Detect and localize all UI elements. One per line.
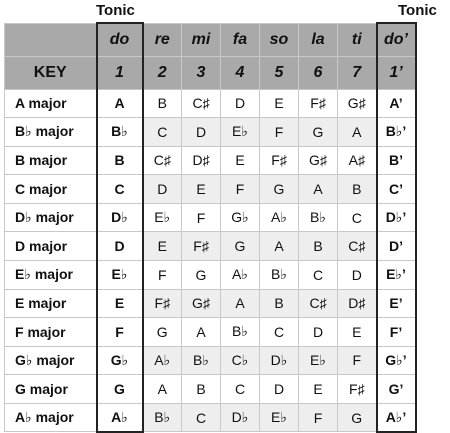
- note-cell: F♯: [299, 89, 338, 118]
- note-cell: F: [338, 346, 377, 375]
- note-cell: B: [182, 375, 221, 404]
- note-cell: E: [182, 175, 221, 204]
- note-cell: F’: [377, 318, 416, 347]
- note-cell: E: [97, 289, 143, 318]
- note-cell: F♯: [260, 146, 299, 175]
- note-cell: C♯: [338, 232, 377, 261]
- note-cell: D: [221, 89, 260, 118]
- key-name-cell: D major: [5, 232, 97, 261]
- note-cell: B♭: [260, 260, 299, 289]
- note-cell: A♯: [338, 146, 377, 175]
- note-cell: G: [299, 118, 338, 147]
- key-name-cell: C major: [5, 175, 97, 204]
- table-row: [5, 346, 448, 375]
- note-cell: B: [338, 175, 377, 204]
- note-cell: E♭: [260, 403, 299, 432]
- note-cell: B♭: [182, 346, 221, 375]
- note-cell: B: [260, 289, 299, 318]
- note-cell: A♭: [143, 346, 182, 375]
- note-cell: D♭: [260, 346, 299, 375]
- degree-header-4: 4: [221, 56, 260, 89]
- note-cell: G♭: [97, 346, 143, 375]
- note-cell: G♯: [338, 89, 377, 118]
- note-cell: C: [182, 403, 221, 432]
- table-row: [5, 89, 448, 118]
- note-cell: B: [299, 232, 338, 261]
- note-cell: A: [97, 89, 143, 118]
- note-cell: C: [143, 118, 182, 147]
- table-row: [5, 146, 448, 175]
- note-cell: D: [260, 375, 299, 404]
- note-cell: G: [182, 260, 221, 289]
- note-cell: F♯: [182, 232, 221, 261]
- degree-header-row: [5, 56, 448, 89]
- note-cell: A: [338, 118, 377, 147]
- key-name-cell: G major: [5, 375, 97, 404]
- solfege-header-1: do: [97, 23, 143, 56]
- table-row: [5, 232, 448, 261]
- note-cell: C♯: [182, 89, 221, 118]
- key-name-cell: E♭ major: [5, 260, 97, 289]
- note-cell: F: [260, 118, 299, 147]
- note-cell: E: [143, 232, 182, 261]
- note-cell: E♭’: [377, 260, 416, 289]
- note-cell: G: [221, 232, 260, 261]
- solfege-header-row: [5, 23, 448, 56]
- note-cell: F: [182, 203, 221, 232]
- note-cell: A♭: [260, 203, 299, 232]
- note-cell: D: [143, 175, 182, 204]
- note-cell: G♯: [182, 289, 221, 318]
- note-cell: B♭: [143, 403, 182, 432]
- note-cell: F: [97, 318, 143, 347]
- note-cell: D♭’: [377, 203, 416, 232]
- note-cell: D: [299, 318, 338, 347]
- degree-header-8: 1’: [377, 56, 416, 89]
- solfege-header-3: mi: [182, 23, 221, 56]
- table-row: [5, 260, 448, 289]
- note-cell: F: [299, 403, 338, 432]
- note-cell: D: [182, 118, 221, 147]
- key-name-cell: B major: [5, 146, 97, 175]
- key-name-cell: D♭ major: [5, 203, 97, 232]
- note-cell: G: [338, 403, 377, 432]
- note-cell: E♭: [143, 203, 182, 232]
- note-cell: E♭: [221, 118, 260, 147]
- note-cell: A: [260, 232, 299, 261]
- note-cell: D: [97, 232, 143, 261]
- table-row: [5, 318, 448, 347]
- table-row: [5, 289, 448, 318]
- note-cell: G’: [377, 375, 416, 404]
- note-cell: G♯: [299, 146, 338, 175]
- note-cell: C: [260, 318, 299, 347]
- table-row: [5, 118, 448, 147]
- note-cell: E: [299, 375, 338, 404]
- note-cell: B♭: [221, 318, 260, 347]
- note-cell: A: [143, 375, 182, 404]
- key-name-cell: B♭ major: [5, 118, 97, 147]
- note-cell: C: [338, 203, 377, 232]
- degree-header-1: 1: [97, 56, 143, 89]
- table-row: [5, 403, 448, 432]
- note-cell: D♭: [97, 203, 143, 232]
- note-cell: G: [143, 318, 182, 347]
- note-cell: B♭’: [377, 118, 416, 147]
- note-cell: E♭: [299, 346, 338, 375]
- degree-header-6: 6: [299, 56, 338, 89]
- note-cell: C: [221, 375, 260, 404]
- note-cell: B’: [377, 146, 416, 175]
- note-cell: A♭: [97, 403, 143, 432]
- tonic-label-left: Tonic: [96, 2, 135, 19]
- key-name-cell: A♭ major: [5, 403, 97, 432]
- solfege-header-2: re: [143, 23, 182, 56]
- degree-header-2: 2: [143, 56, 182, 89]
- note-cell: F: [143, 260, 182, 289]
- solfege-header-7: ti: [338, 23, 377, 56]
- note-cell: C’: [377, 175, 416, 204]
- note-cell: D♯: [338, 289, 377, 318]
- table-row: [5, 375, 448, 404]
- table-row: [5, 175, 448, 204]
- note-cell: G: [97, 375, 143, 404]
- note-cell: B: [97, 146, 143, 175]
- key-name-cell: A major: [5, 89, 97, 118]
- solfege-header-6: la: [299, 23, 338, 56]
- key-column-header: KEY: [5, 56, 97, 89]
- degree-header-3: 3: [182, 56, 221, 89]
- header-blank-cell: [5, 23, 97, 56]
- note-cell: E: [221, 146, 260, 175]
- note-cell: F♯: [143, 289, 182, 318]
- note-cell: D: [338, 260, 377, 289]
- note-cell: F♯: [338, 375, 377, 404]
- note-cell: A: [299, 175, 338, 204]
- note-cell: D♭: [221, 403, 260, 432]
- note-cell: D♯: [182, 146, 221, 175]
- tonic-label-right: Tonic: [398, 2, 437, 19]
- note-cell: F: [221, 175, 260, 204]
- note-cell: A’: [377, 89, 416, 118]
- degree-header-5: 5: [260, 56, 299, 89]
- key-name-cell: G♭ major: [5, 346, 97, 375]
- note-cell: E♭: [97, 260, 143, 289]
- note-cell: A♭’: [377, 403, 416, 432]
- note-cell: G♭’: [377, 346, 416, 375]
- note-cell: E: [338, 318, 377, 347]
- note-cell: E: [260, 89, 299, 118]
- note-cell: D’: [377, 232, 416, 261]
- note-cell: G: [260, 175, 299, 204]
- note-cell: C♯: [299, 289, 338, 318]
- solfege-header-4: fa: [221, 23, 260, 56]
- note-cell: A♭: [221, 260, 260, 289]
- note-cell: C♭: [221, 346, 260, 375]
- solfege-header-5: so: [260, 23, 299, 56]
- major-scales-table: [4, 22, 448, 433]
- key-name-cell: F major: [5, 318, 97, 347]
- note-cell: C: [97, 175, 143, 204]
- note-cell: G♭: [221, 203, 260, 232]
- note-cell: B♭: [97, 118, 143, 147]
- solfege-header-8: do’: [377, 23, 416, 56]
- note-cell: B♭: [299, 203, 338, 232]
- table-body: [5, 23, 448, 432]
- note-cell: C♯: [143, 146, 182, 175]
- table-row: [5, 203, 448, 232]
- key-name-cell: E major: [5, 289, 97, 318]
- note-cell: A: [221, 289, 260, 318]
- note-cell: A: [182, 318, 221, 347]
- note-cell: E’: [377, 289, 416, 318]
- note-cell: B: [143, 89, 182, 118]
- note-cell: C: [299, 260, 338, 289]
- degree-header-7: 7: [338, 56, 377, 89]
